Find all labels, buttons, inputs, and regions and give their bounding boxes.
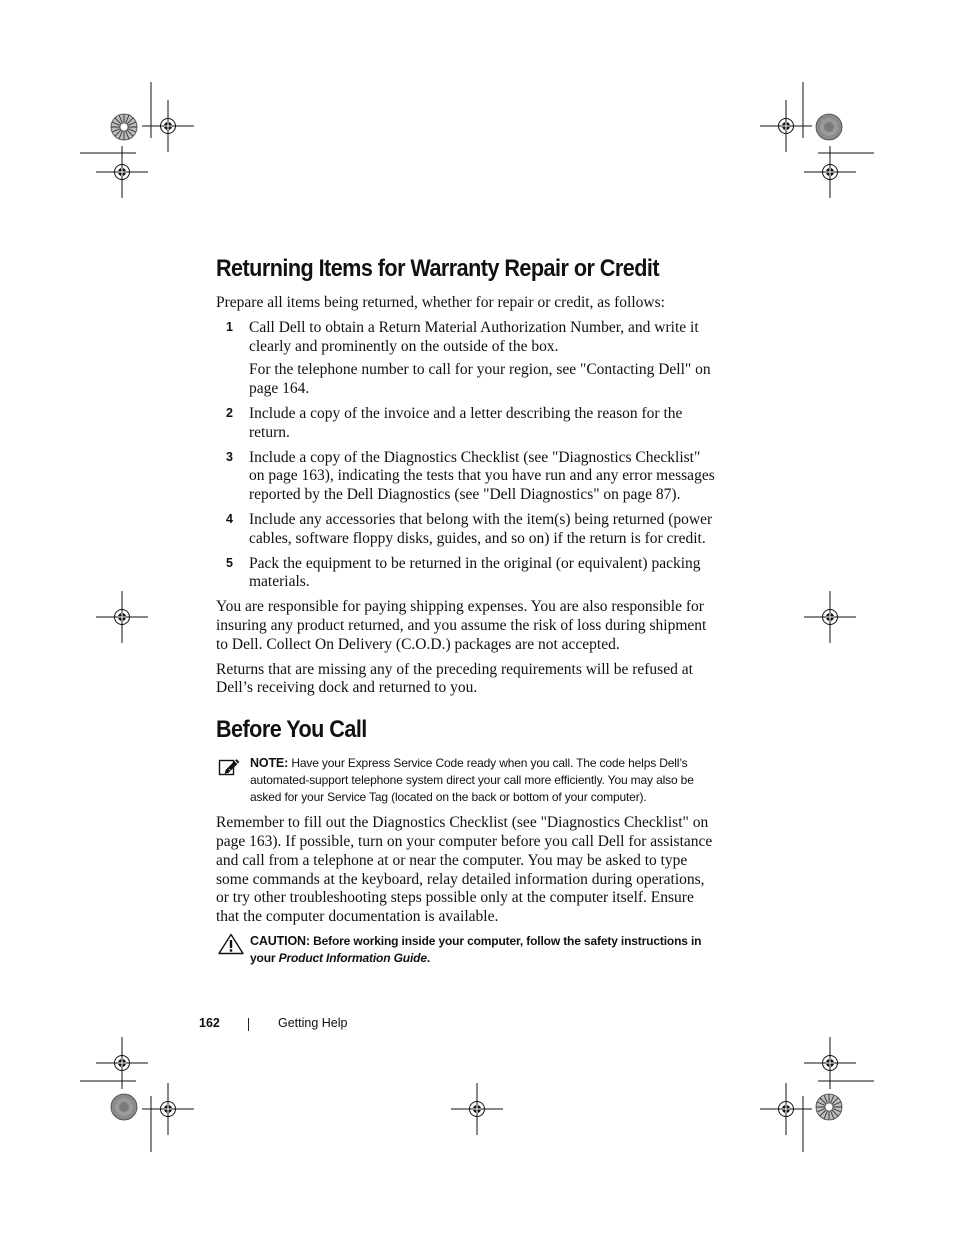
section-heading-before-you-call: Before You Call — [216, 716, 367, 744]
step-text: Include a copy of the invoice and a letter describing the reason for the return. — [249, 404, 683, 441]
caution-body: Before working inside your computer, follow the safety instructions in your — [250, 933, 702, 965]
section-heading-returning-items: Returning Items for Warranty Repair or Credit — [216, 255, 659, 282]
warning-triangle-icon — [218, 933, 244, 960]
registration-mark-icon — [96, 146, 148, 198]
caution-doc-title: Product Information Guide — [278, 950, 427, 965]
registration-mark-icon — [760, 1083, 812, 1135]
step-number: 5 — [226, 555, 233, 570]
starburst-target-icon — [111, 1094, 137, 1120]
step-text: Include any accessories that belong with the item(s) being returned (power cables, software floppy disks, guides, and so on) if the return is for credit. — [249, 510, 713, 547]
caution-end: . — [426, 950, 431, 965]
starburst-target-icon — [111, 114, 137, 140]
shipping-paragraph: You are responsible for paying shipping expenses. You are also responsible for insuring any product returned, and you assume the risk of loss during shipment to Dell. Collect On Delivery (C.O.D.) packages are not accepted. — [216, 598, 707, 653]
list-item — [216, 511, 716, 549]
pencil-note-icon — [218, 755, 240, 782]
list-item — [216, 449, 716, 505]
step-number: 1 — [226, 319, 233, 334]
list-item — [216, 555, 716, 593]
step-subtext: For the telephone number to call for your region, see "Contacting Dell" on page 164. — [249, 361, 711, 398]
footer-section-title: Getting Help — [278, 1016, 348, 1030]
step-text: Pack the equipment to be returned in the original (or equivalent) packing materials. — [249, 554, 701, 591]
starburst-target-icon — [816, 1094, 842, 1120]
note-text — [250, 755, 716, 806]
caution-text — [250, 933, 716, 967]
note-label: NOTE: — [250, 756, 289, 771]
registration-mark-icon — [96, 591, 148, 643]
refused-paragraph: Returns that are missing any of the preceding requirements will be refused at Dell’s receiving dock and returned to you. — [216, 660, 693, 697]
caution-callout — [216, 933, 716, 967]
step-text: Include a copy of the Diagnostics Checklist (see "Diagnostics Checklist" on page 163), indicating the tests that you have run and any error messages reported by the Dell Diagnostics (see "Dell Diagnostics" on page 87). — [249, 448, 715, 504]
registration-mark-icon — [804, 146, 856, 198]
step-number: 4 — [226, 511, 233, 526]
step-number: 3 — [226, 449, 233, 464]
remember-paragraph: Remember to fill out the Diagnostics Checklist (see "Diagnostics Checklist" on page 163). If possible, turn on your computer before you call Dell for assistance and call from a telephone at or near the computer. You may be asked to type some commands at the keyboard, relay detailed information during operations, or try other troubleshooting steps possible only at the computer itself. Ensure that the computer documentation is available. — [216, 814, 713, 926]
return-steps-list — [216, 319, 716, 592]
page-number: 162 — [199, 1016, 220, 1030]
caution-label: CAUTION: — [250, 933, 310, 948]
note-callout — [216, 755, 716, 806]
registration-mark-icon — [760, 100, 812, 152]
step-number: 2 — [226, 405, 233, 420]
intro-paragraph: Prepare all items being returned, whether for repair or credit, as follows: — [216, 294, 665, 311]
note-body: Have your Express Service Code ready when you call. The code helps Dell’s automated-support telephone system direct your call more efficiently. You may also be asked for your Service Tag (located on the back or bottom of your computer). — [250, 756, 694, 805]
step-text: Call Dell to obtain a Return Material Authorization Number, and write it clearly and prominently on the outside of the box. — [249, 318, 699, 355]
starburst-target-icon — [816, 114, 842, 140]
footer-divider — [248, 1018, 249, 1031]
registration-mark-icon — [451, 1083, 503, 1135]
registration-mark-icon — [142, 100, 194, 152]
list-item — [216, 319, 716, 399]
page-content — [216, 254, 716, 975]
registration-mark-icon — [142, 1083, 194, 1135]
registration-mark-icon — [804, 591, 856, 643]
list-item — [216, 405, 716, 443]
